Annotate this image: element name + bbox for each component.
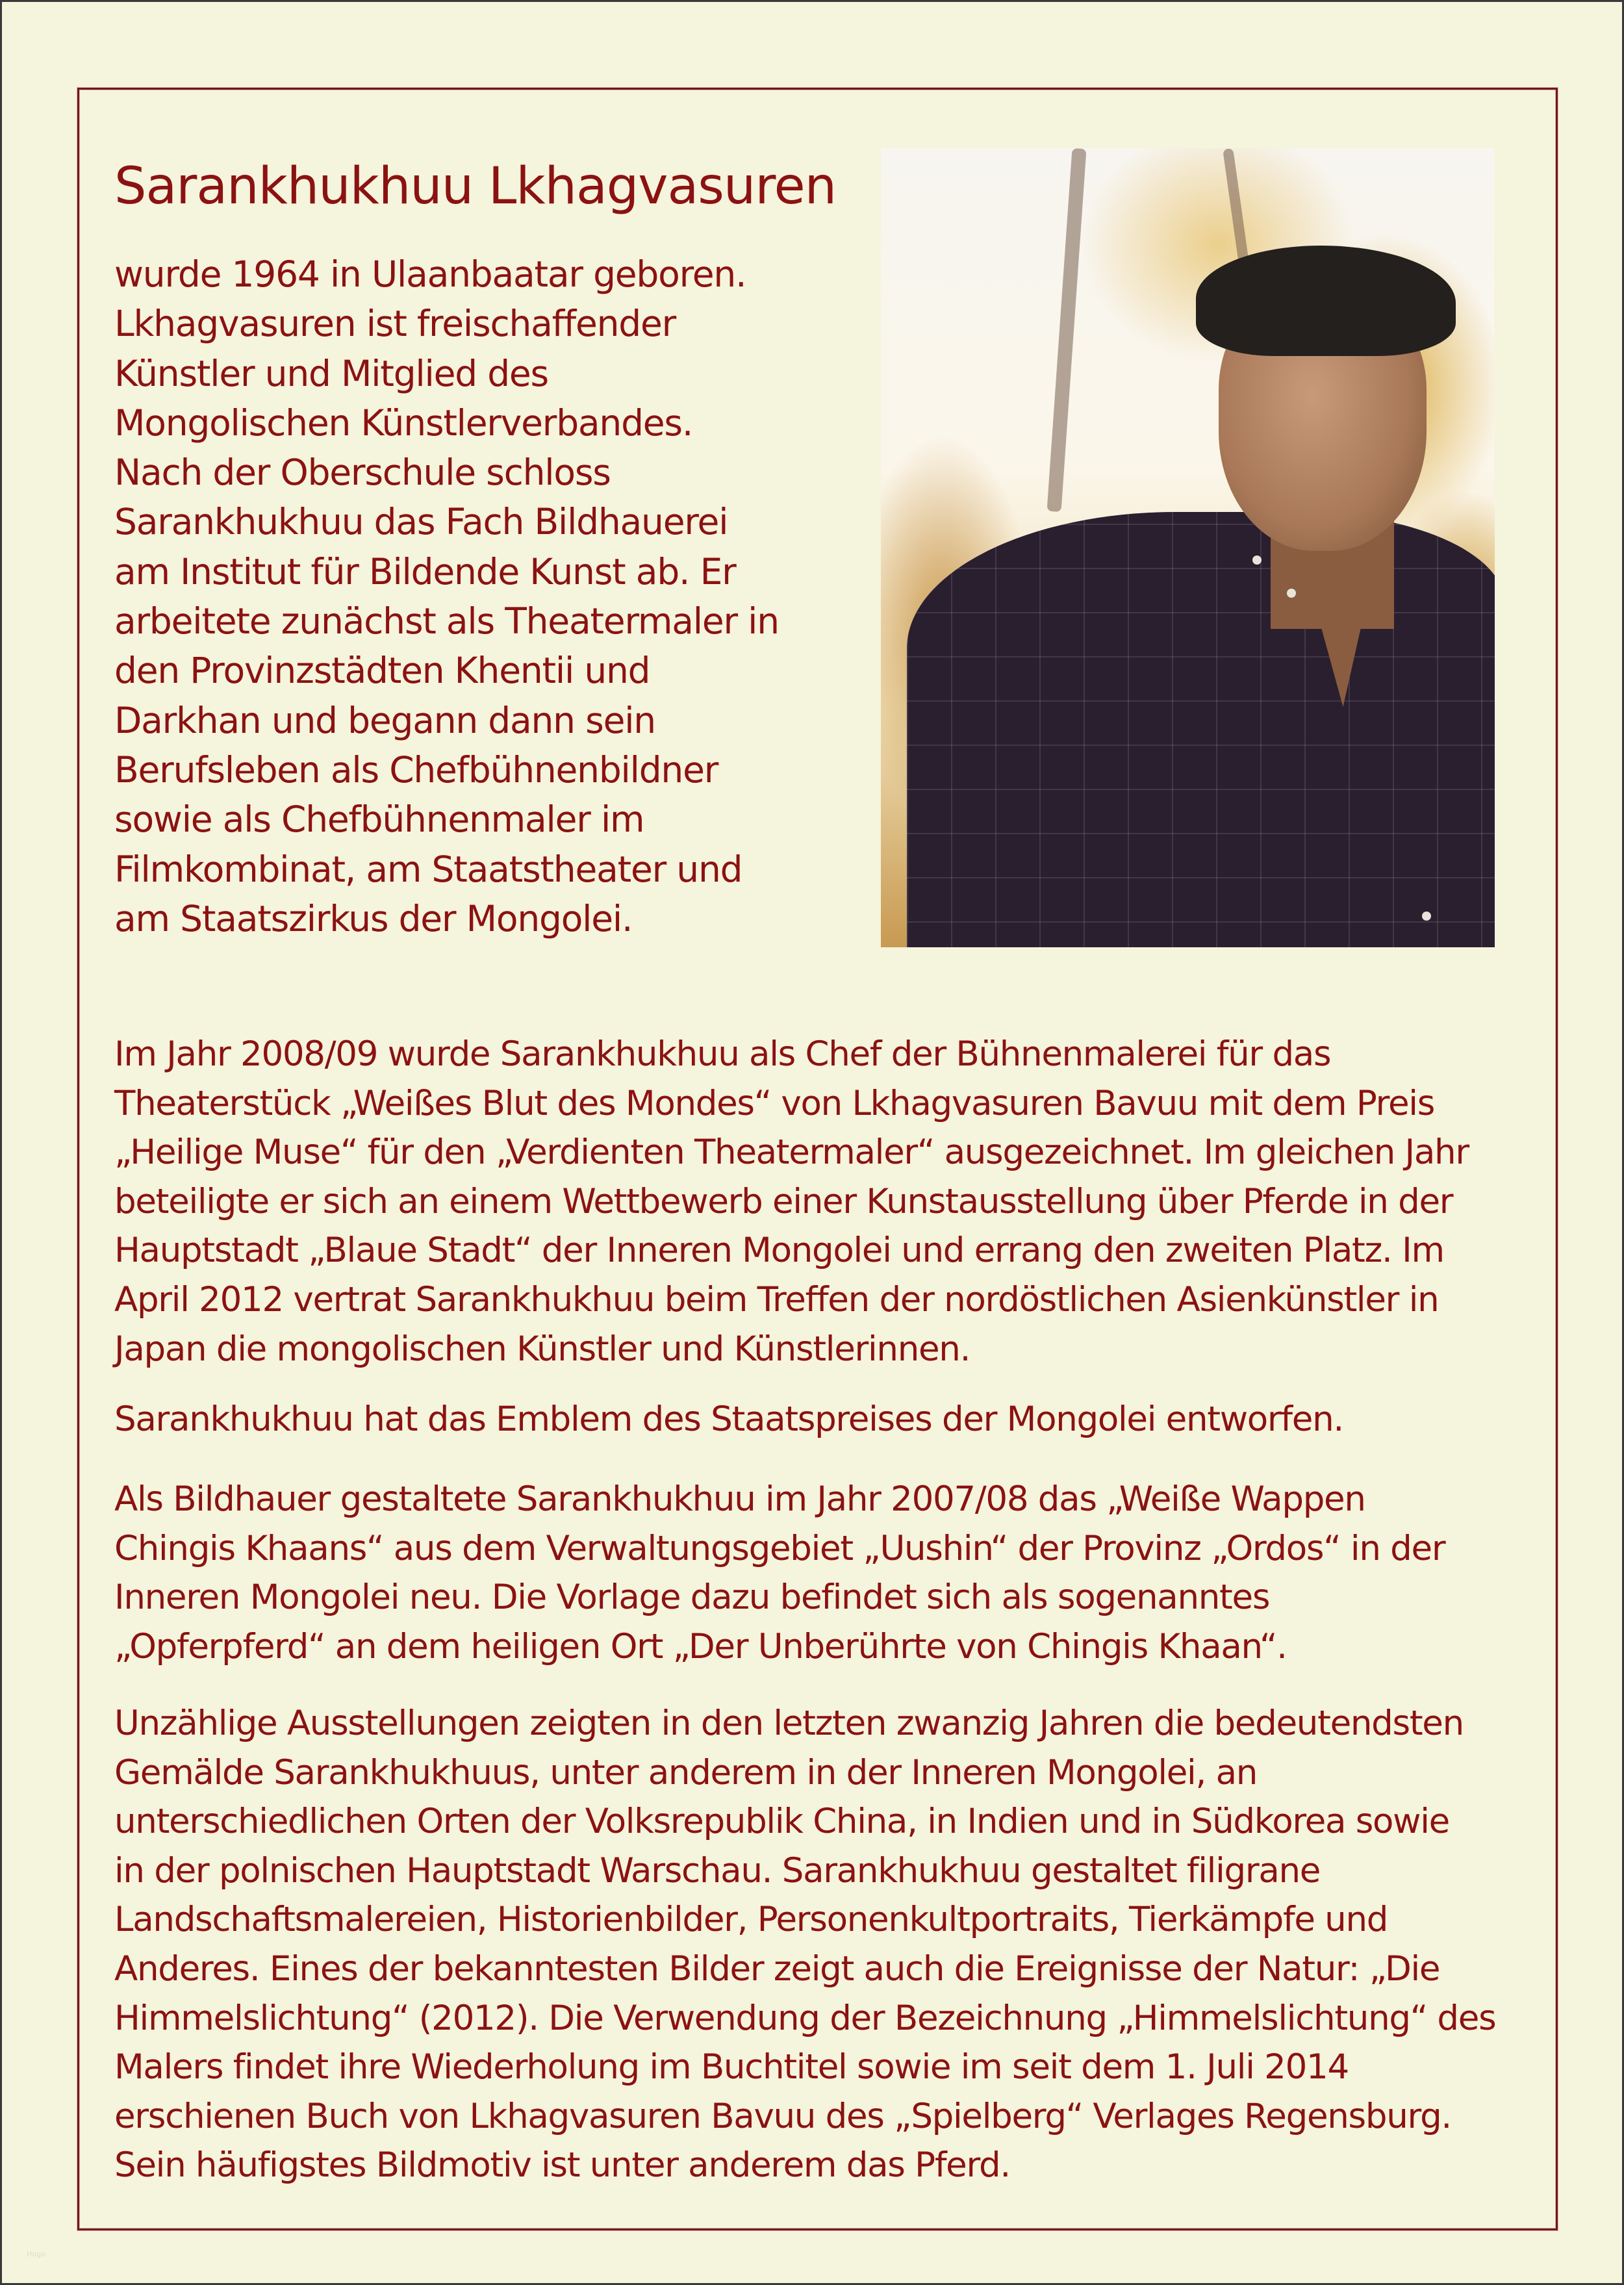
text-line: Himmelslichtung“ (2012). Die Verwendung der Bezeichnung „Himmelslichtung“ des xyxy=(114,1998,1496,2038)
text-line: Im Jahr 2008/09 wurde Sarankhukhuu als Chef der Bühnenmalerei für das xyxy=(114,1034,1331,1074)
paragraph-emblem xyxy=(114,1395,1543,1444)
text-line: erschienen Buch von Lkhagvasuren Bavuu des „Spielberg“ Verlages Regensburg. xyxy=(114,2096,1451,2136)
text-line: den Provinzstädten Khentii und xyxy=(114,650,650,692)
text-line: am Institut für Bildende Kunst ab. Er xyxy=(114,550,736,593)
page-title: Sarankhukhuu Lkhagvasuren xyxy=(114,157,837,216)
text-line: Darkhan und begann dann sein xyxy=(114,699,655,741)
photo-shirt-button xyxy=(1422,912,1431,921)
text-line: in der polnischen Hauptstadt Warschau. Sarankhukhuu gestaltet filigrane xyxy=(114,1850,1321,1891)
text-line: beteiligte er sich an einem Wettbewerb einer Kunstausstellung über Pferde in der xyxy=(114,1181,1453,1221)
text-line: Landschaftsmalereien, Historienbilder, Personenkultportraits, Tierkämpfe und xyxy=(114,1900,1388,1940)
text-line: Gemälde Sarankhukhuus, unter anderem in der Inneren Mongolei, an xyxy=(114,1752,1258,1793)
text-line: Als Bildhauer gestaltete Sarankhukhuu im Jahr 2007/08 das „Weiße Wappen xyxy=(114,1479,1365,1519)
text-line: Mongolischen Künstlerverbandes. xyxy=(114,402,693,444)
text-line: wurde 1964 in Ulaanbaatar geboren. xyxy=(114,253,746,295)
text-line: unterschiedlichen Orten der Volksrepublik China, in Indien und in Südkorea sowie xyxy=(114,1802,1449,1842)
text-line: Theaterstück „Weißes Blut des Mondes“ von Lkhagvasuren Bavuu mit dem Preis xyxy=(114,1083,1435,1123)
photo-shirt xyxy=(907,512,1495,947)
text-line: Nach der Oberschule schloss xyxy=(114,452,611,494)
photo-shirt-button xyxy=(1252,555,1262,565)
text-line: Sarankhukhuu hat das Emblem des Staatspreises der Mongolei entworfen. xyxy=(114,1399,1343,1439)
text-line: arbeitete zunächst als Theatermaler in xyxy=(114,600,779,643)
watermark: Hugo xyxy=(27,2250,45,2258)
text-line: Chingis Khaans“ aus dem Verwaltungsgebiet „Uushin“ der Provinz „Ordos“ in der xyxy=(114,1528,1445,1568)
text-line: Unzählige Ausstellungen zeigten in den letzten zwanzig Jahren die bedeutendsten xyxy=(114,1704,1464,1743)
text-line: Hauptstadt „Blaue Stadt“ der Inneren Mongolei und errang den zweiten Platz. Im xyxy=(114,1231,1444,1271)
photo-hair xyxy=(1196,246,1456,356)
text-line: April 2012 vertrat Sarankhukhuu beim Treffen der nordöstlichen Asienkünstler in xyxy=(114,1279,1439,1320)
text-line: Lkhagvasuren ist freischaffender xyxy=(114,303,676,345)
text-line: Filmkombinat, am Staatstheater und xyxy=(114,848,742,890)
text-line: Sarankhukhuu das Fach Bildhauerei xyxy=(114,501,728,543)
text-line: Inneren Mongolei neu. Die Vorlage dazu befindet sich als sogenanntes xyxy=(114,1577,1270,1618)
text-line: Berufsleben als Chefbühnenbildner xyxy=(114,748,718,791)
text-line: sowie als Chefbühnenmaler im xyxy=(114,798,644,841)
text-line: Sein häufigstes Bildmotiv ist unter anderem das Pferd. xyxy=(114,2145,1010,2186)
portrait-photo xyxy=(881,148,1495,947)
text-line: am Staatszirkus der Mongolei. xyxy=(114,897,633,939)
paragraph-sculpture xyxy=(114,1475,1543,1671)
text-line: Malers findet ihre Wiederholung im Buchtitel sowie im seit dem 1. Juli 2014 xyxy=(114,2047,1349,2087)
text-line: „Heilige Muse“ für den „Verdienten Theatermaler“ ausgezeichnet. Im gleichen Jahr xyxy=(114,1132,1469,1173)
text-line: Anderes. Eines der bekanntesten Bilder zeigt auch die Ereignisse der Natur: „Die xyxy=(114,1948,1440,1989)
text-line: Japan die mongolischen Künstler und Künstlerinnen. xyxy=(114,1329,971,1369)
paragraph-awards xyxy=(114,1030,1543,1373)
paragraph-exhibitions xyxy=(114,1699,1543,2190)
intro-paragraph xyxy=(114,249,842,943)
text-line: „Opferpferd“ an dem heiligen Ort „Der Unberührte von Chingis Khaan“. xyxy=(114,1626,1287,1666)
text-line: Künstler und Mitglied des xyxy=(114,352,549,394)
photo-shirt-button xyxy=(1287,589,1296,598)
